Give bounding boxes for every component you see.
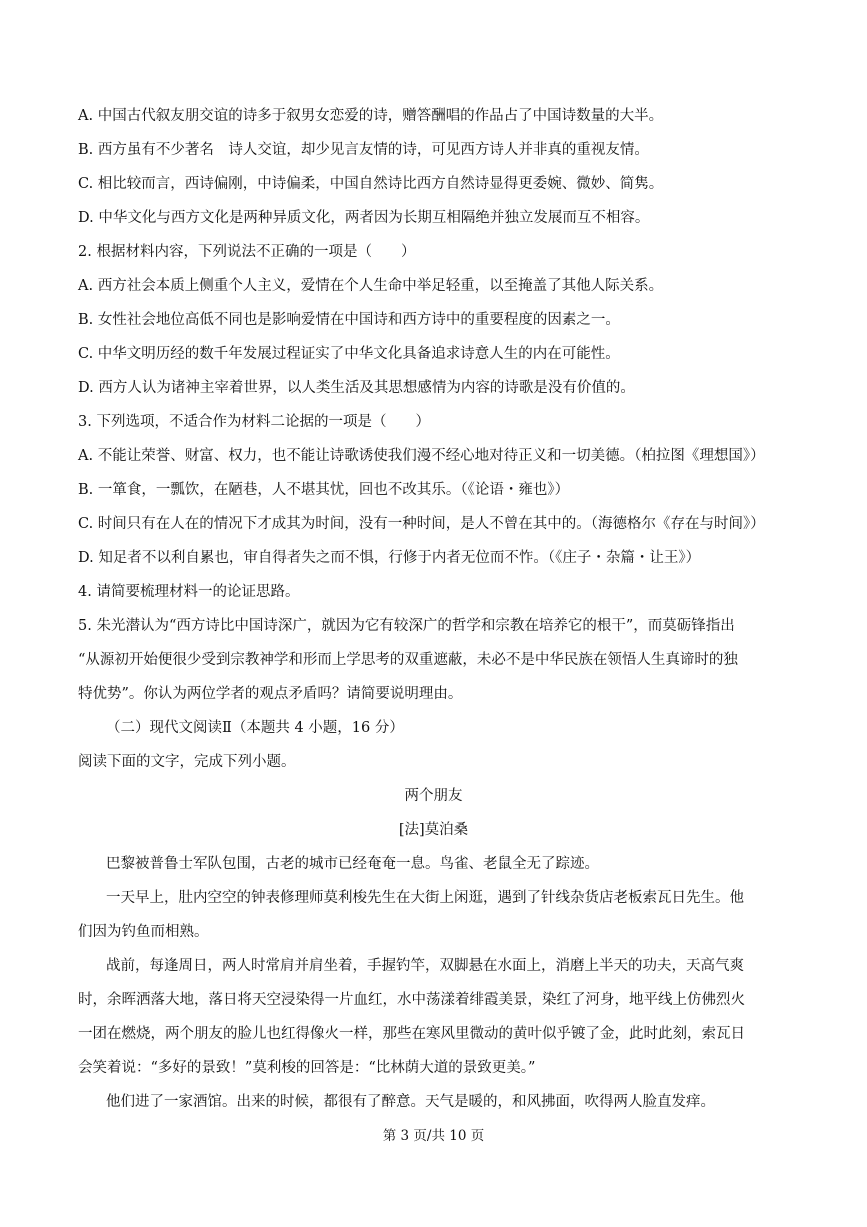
q2-option-b: B. 女性社会地位高低不同也是影响爱情在中国诗和西方诗中的重要程度的因素之一。 xyxy=(78,312,620,328)
q1-option-c: C. 相比较而言，西诗偏刚，中诗偏柔，中国自然诗比西方自然诗显得更委婉、微妙、简隽。 xyxy=(78,176,664,192)
story-paragraph-2-line-2: 们因为钓鱼而相熟。 xyxy=(78,924,209,940)
story-paragraph-2-line-1: 一天早上，肚内空空的钟表修理师莫利梭先生在大街上闲逛，遇到了针线杂货店老板索瓦日先生。他 xyxy=(106,890,744,906)
q3-option-c: C. 时间只有在人在的情况下才成其为时间，没有一种时间，是人不曾在其中的。（海德格尔《存在与时间》） xyxy=(78,516,765,532)
q2-option-d: D. 西方人认为诸神主宰着世界，以人类生活及其思想感情为内容的诗歌是没有价值的。 xyxy=(78,380,635,396)
story-paragraph-3-line-4: 会笑着说：“多好的景致！”莫利梭的回答是：“比林荫大道的景致更美。” xyxy=(78,1060,536,1076)
story-paragraph-3-line-1: 战前，每逢周日，两人时常肩并肩坐着，手握钓竿，双脚悬在水面上，消磨上半天的功夫，天高气爽 xyxy=(106,958,744,974)
q5-line-3: 特优势”。你认为两位学者的观点矛盾吗？请简要说明理由。 xyxy=(78,686,463,702)
q1-option-b: B. 西方虽有不少著名 诗人交谊，却少见言友情的诗，可见西方诗人并非真的重视友情。 xyxy=(78,142,649,158)
reading-instruction: 阅读下面的文字，完成下列小题。 xyxy=(78,754,296,770)
q3-stem: 3. 下列选项，不适合作为材料二论据的一项是（ ） xyxy=(78,414,430,430)
q5-line-2: “从源初开始便很少受到宗教神学和形而上学思考的双重遮蔽，未必不是中华民族在领悟人生真谛时的独 xyxy=(78,652,738,668)
q2-stem: 2. 根据材料内容，下列说法不正确的一项是（ ） xyxy=(78,244,416,260)
story-paragraph-3-line-3: 一团在燃烧，两个朋友的脸儿也红得像火一样，那些在寒风里微动的黄叶似乎镀了金，此时此刻，索瓦日 xyxy=(78,1026,745,1042)
q2-option-c: C. 中华文明历经的数千年发展过程证实了中华文化具备追求诗意人生的内在可能性。 xyxy=(78,346,620,362)
section-heading: （二）现代文阅读Ⅱ（本题共 4 小题，16 分） xyxy=(106,720,404,736)
story-title: 两个朋友 xyxy=(404,788,463,804)
q3-option-d: D. 知足者不以利自累也，审自得者失之而不惧，行修于内者无位而不怍。（《庄子・杂篇・让王》） xyxy=(78,550,701,566)
q4-stem: 4. 请简要梳理材料一的论证思路。 xyxy=(78,584,300,600)
story-author: [法]莫泊桑 xyxy=(398,822,469,838)
q5-line-1: 5. 朱光潜认为“西方诗比中国诗深广，就因为它有较深广的哲学和宗教在培养它的根干”，而莫砺锋指出 xyxy=(78,618,735,634)
q1-option-a: A. 中国古代叙友朋交谊的诗多于叙男女恋爱的诗，赠答酬唱的作品占了中国诗数量的大半。 xyxy=(78,108,664,124)
q3-option-b: B. 一箪食，一瓢饮，在陋巷，人不堪其忧，回也不改其乐。（《论语・雍也》） xyxy=(78,482,570,498)
page-footer: 第 3 页/共 10 页 xyxy=(382,1128,485,1144)
story-paragraph-4: 他们进了一家酒馆。出来的时候，都很有了醉意。天气是暖的，和风拂面，吹得两人脸直发痒。 xyxy=(106,1094,715,1110)
q3-option-a: A. 不能让荣誉、财富、权力，也不能让诗歌诱使我们漫不经心地对待正义和一切美德。（柏拉图《理想国》） xyxy=(78,448,765,464)
q1-option-d: D. 中华文化与西方文化是两种异质文化，两者因为长期互相隔绝并独立发展而互不相容。 xyxy=(78,210,650,226)
q2-option-a: A. 西方社会本质上侧重个人主义，爱情在个人生命中举足轻重，以至掩盖了其他人际关系。 xyxy=(78,278,664,294)
story-paragraph-1: 巴黎被普鲁士军队包围，古老的城市已经奄奄一息。鸟雀、老鼠全无了踪迹。 xyxy=(106,856,599,872)
story-paragraph-3-line-2: 时，余晖洒落大地，落日将天空浸染得一片血红，水中荡漾着绯霞美景，染红了河身，地平线上仿佛烈火 xyxy=(78,992,745,1008)
